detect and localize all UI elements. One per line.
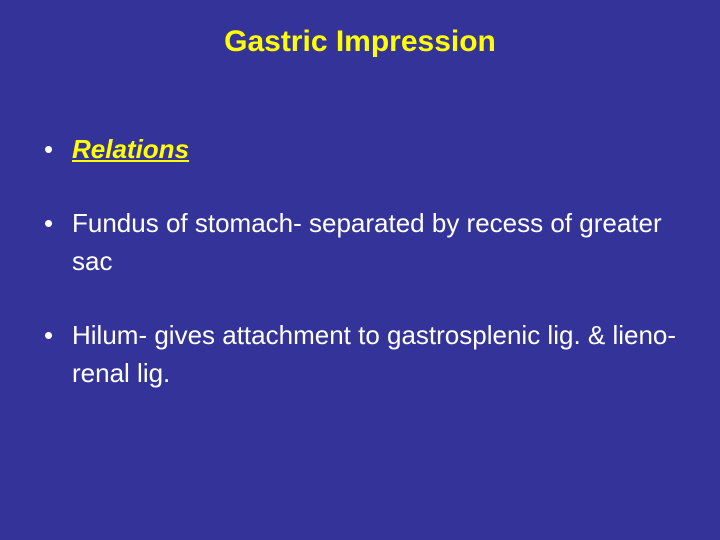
bullet-dot-icon: • xyxy=(44,134,54,164)
bullet-fundus xyxy=(44,204,684,280)
bullet-dot-icon: • xyxy=(44,208,54,238)
bullet-hilum xyxy=(44,316,684,392)
bullet-list xyxy=(44,130,684,392)
bullet-dot-icon: • xyxy=(44,320,54,350)
relations-heading: Relations xyxy=(72,134,190,164)
fundus-text: Fundus of stomach- separated by recess of greater sac xyxy=(72,208,662,276)
hilum-text: Hilum- gives attachment to gastrosplenic lig. & lieno-renal lig. xyxy=(72,320,677,388)
slide-title: Gastric Impression xyxy=(224,25,496,58)
bullet-relations xyxy=(44,130,684,168)
